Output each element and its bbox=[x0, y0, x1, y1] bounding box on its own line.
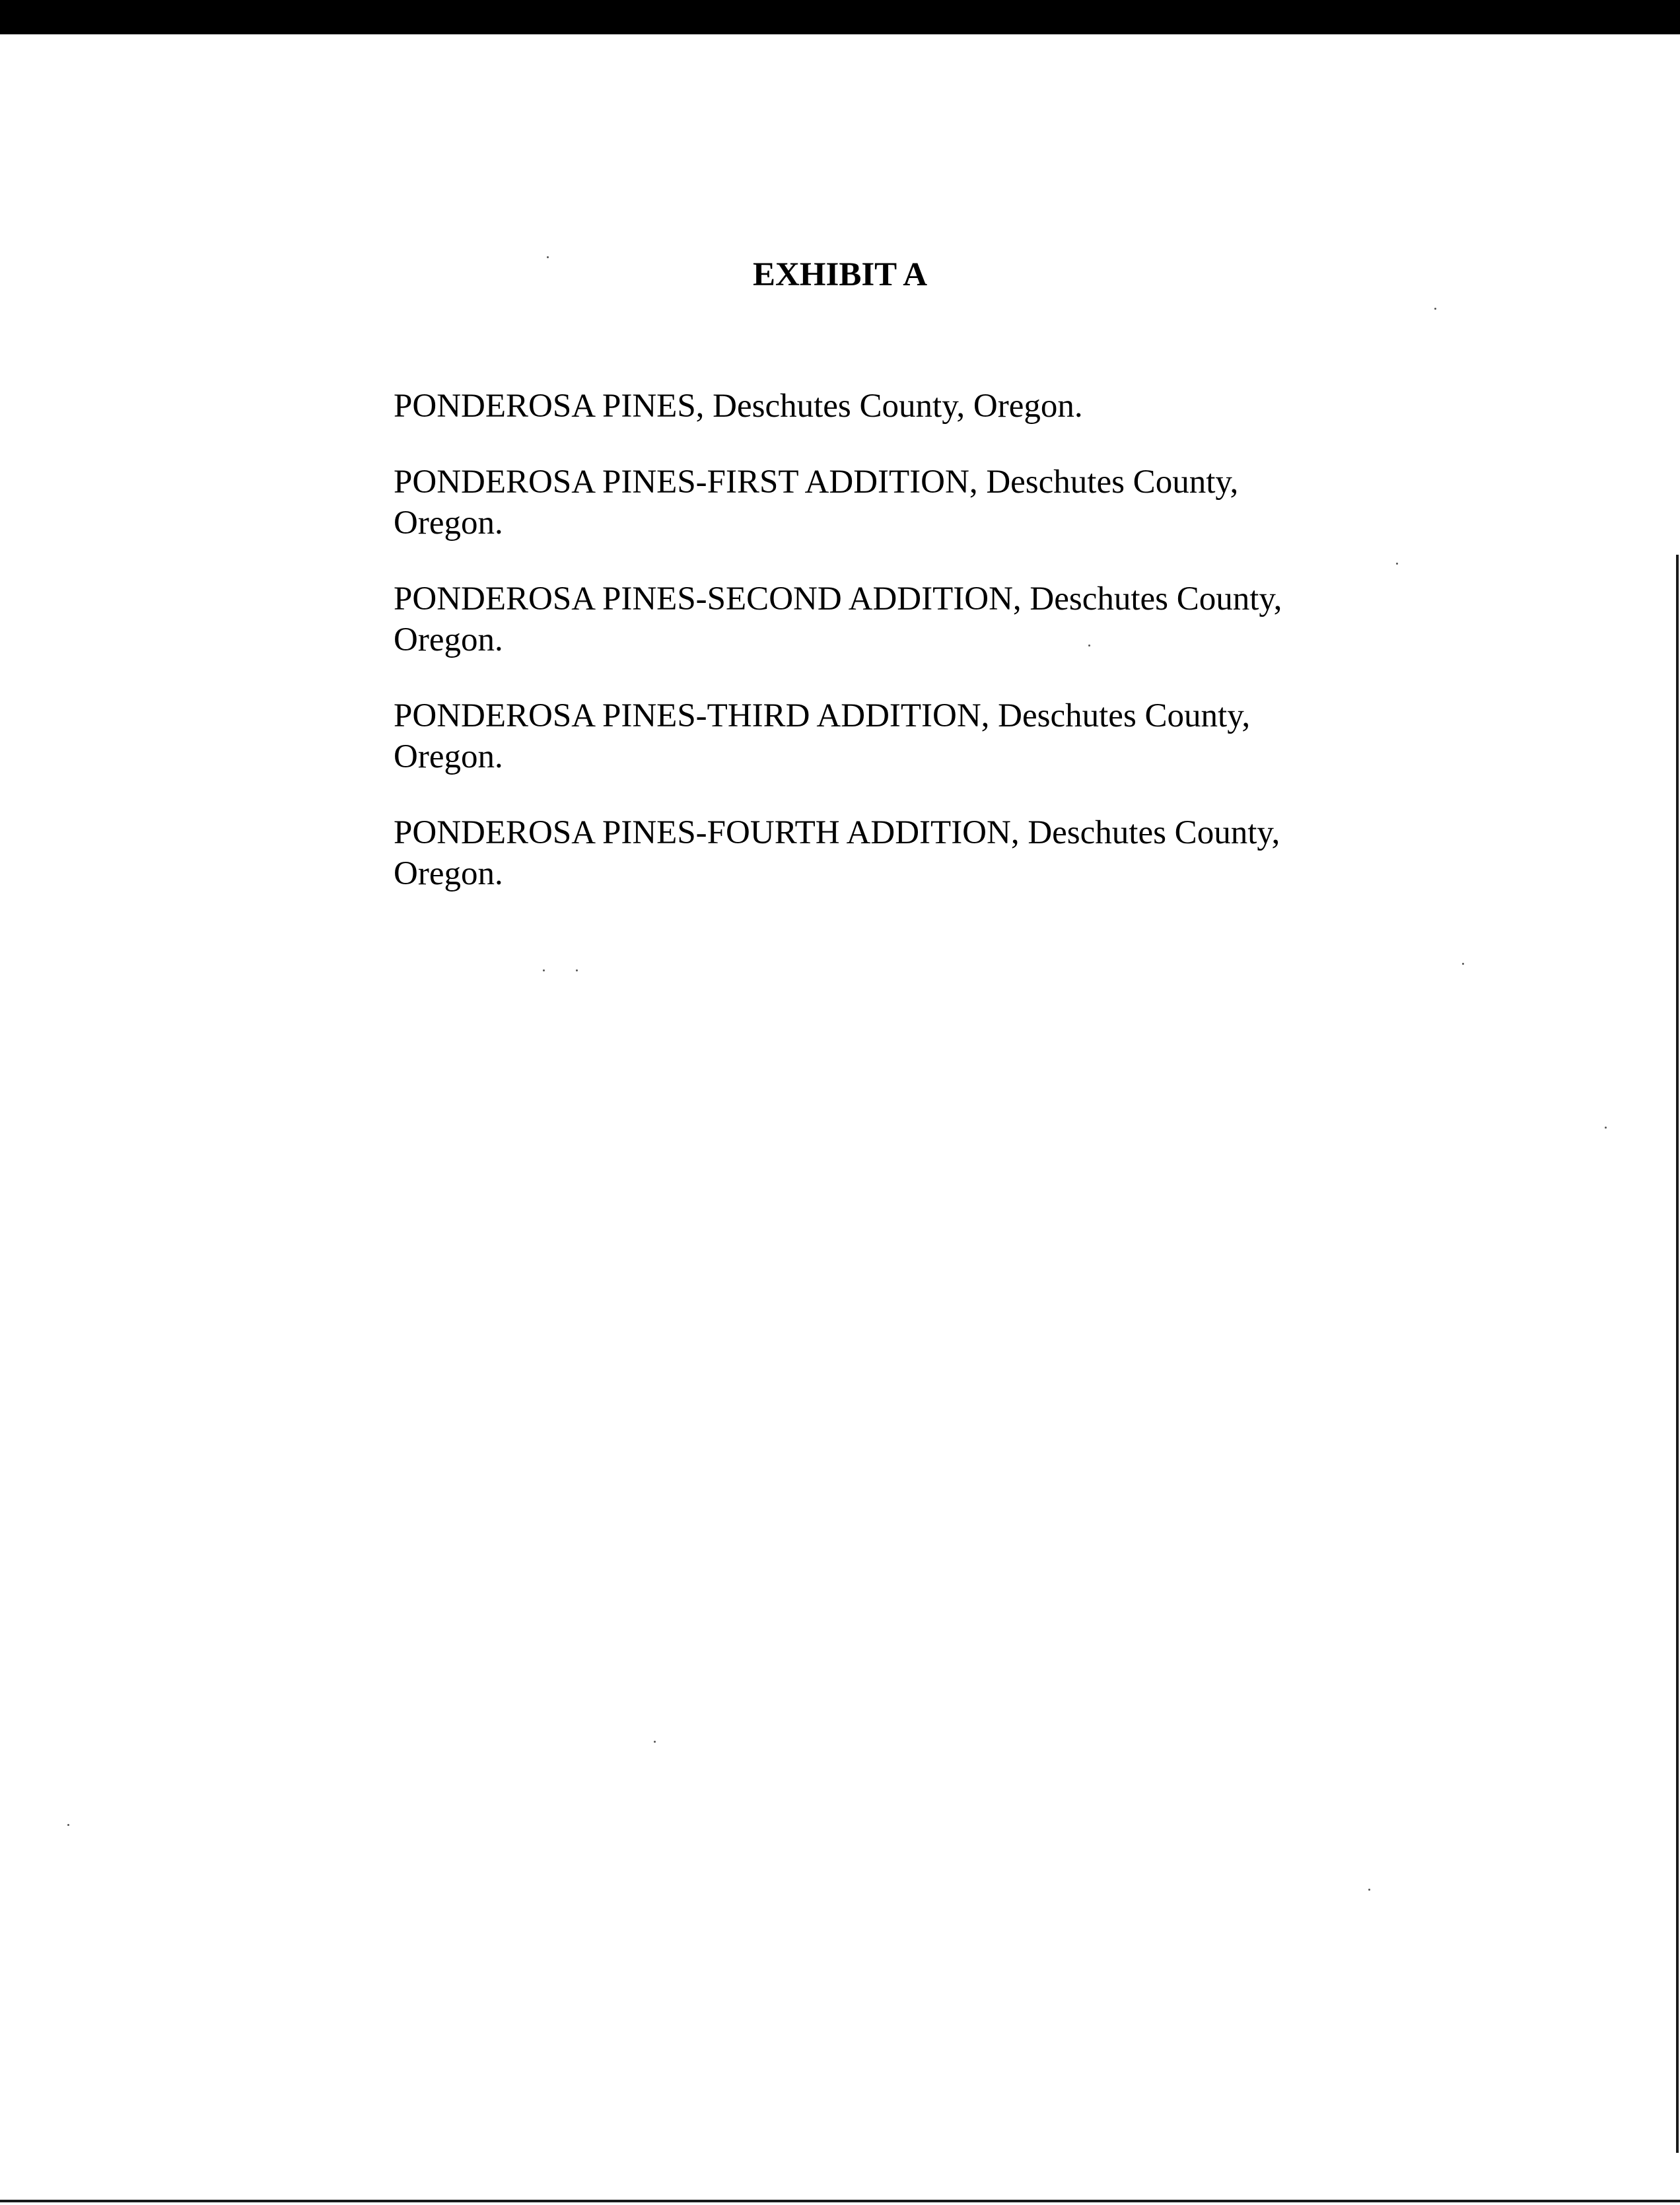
page-title: EXHIBIT A bbox=[752, 256, 928, 294]
list-item bbox=[394, 812, 1305, 894]
scan-speck bbox=[1434, 308, 1436, 310]
scan-speck bbox=[1368, 1889, 1370, 1891]
list-item bbox=[394, 386, 1305, 427]
entry-text-continued: Oregon. bbox=[394, 738, 503, 775]
entry-list bbox=[394, 386, 1305, 929]
scan-speck bbox=[1396, 563, 1398, 565]
scan-speck bbox=[654, 1741, 656, 1743]
entry-text: PONDEROSA PINES-FOURTH ADDITION, Deschutes County, bbox=[394, 814, 1280, 851]
entry-text-continued: Oregon. bbox=[394, 505, 503, 542]
scan-top-border bbox=[0, 0, 1680, 34]
list-item bbox=[394, 578, 1305, 660]
entry-text: PONDEROSA PINES-THIRD ADDITION, Deschutes County, bbox=[394, 697, 1251, 734]
scan-speck bbox=[1605, 1127, 1607, 1129]
list-item bbox=[394, 462, 1305, 543]
scan-speck bbox=[543, 969, 545, 971]
scan-bottom-border bbox=[0, 2200, 1680, 2202]
entry-text: PONDEROSA PINES, Deschutes County, Oregon. bbox=[394, 388, 1083, 425]
entry-text: PONDEROSA PINES-FIRST ADDITION, Deschutes County, bbox=[394, 464, 1239, 501]
entry-text-continued: Oregon. bbox=[394, 855, 503, 892]
entry-text: PONDEROSA PINES-SECOND ADDITION, Deschutes County, bbox=[394, 580, 1282, 617]
list-item bbox=[394, 695, 1305, 777]
scan-right-border bbox=[1676, 555, 1679, 2153]
scan-speck bbox=[1462, 963, 1464, 965]
scan-speck bbox=[67, 1824, 69, 1826]
scan-speck bbox=[576, 969, 578, 971]
entry-text-continued: Oregon. bbox=[394, 621, 503, 658]
